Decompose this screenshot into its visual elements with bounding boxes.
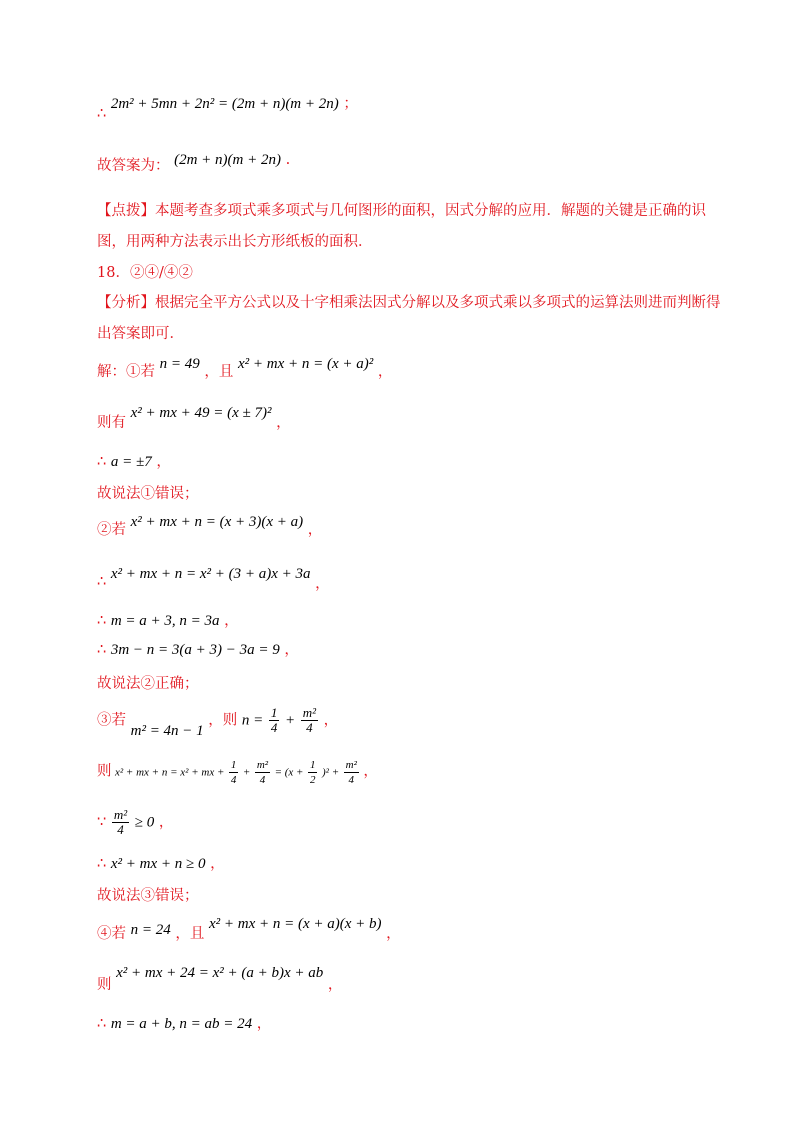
text-segment: ，则 xyxy=(208,712,238,729)
math-expression: 3m − n = 3(a + 3) − 3a = 9 xyxy=(110,642,280,658)
solution-line-15 xyxy=(97,916,401,942)
therefore-symbol: ∴ xyxy=(97,642,107,658)
math-expression: )² + xyxy=(321,766,340,779)
therefore-symbol: ∴ xyxy=(97,454,107,470)
solution-line-10 xyxy=(97,705,339,739)
solution-line-6 xyxy=(97,566,330,592)
analysis-text: 根据完全平方公式以及十字相乘法因式分解以及多项式乘以多项式的运算法则进而判断得出答案即可． xyxy=(97,295,721,342)
therefore-symbol: ∴ xyxy=(97,613,107,629)
math-expression: x² + mx + n ≥ 0 xyxy=(110,856,206,872)
math-expression: x² + mx + n = x² + mx + xyxy=(115,766,225,779)
analysis-paragraph xyxy=(97,288,727,350)
punctuation: ； xyxy=(343,96,358,112)
math-expression: x² + mx + 49 = (x ± 7)² xyxy=(130,405,272,421)
fraction: $\frac{\text{m²}}{4}$ xyxy=(345,759,357,786)
punctuation: ， xyxy=(284,642,299,658)
line-1 xyxy=(97,96,358,122)
math-expression: m² = 4n − 1 xyxy=(130,722,204,739)
therefore-symbol: ∴ xyxy=(97,574,107,590)
text-segment: 则 xyxy=(97,763,112,780)
fraction: $\frac{1}{2}$ xyxy=(309,759,316,786)
answer-math: (2m + n)(m + 2n) xyxy=(174,152,281,168)
punctuation: . xyxy=(285,152,291,168)
punctuation: ， xyxy=(327,977,343,993)
punctuation: ， xyxy=(256,1016,272,1032)
solution-line-7 xyxy=(97,614,239,629)
math-expression: x² + mx + n = (x + a)(x + b) xyxy=(208,916,382,932)
tip-paragraph xyxy=(97,196,727,258)
answer-line xyxy=(97,152,291,174)
text-segment: ，且 xyxy=(175,926,205,942)
fraction: $\frac{\text{m²}}{4}$ xyxy=(113,807,128,837)
tip-label: 【点拨】 xyxy=(97,203,155,219)
solution-line-12 xyxy=(97,808,173,837)
math-expression: x² + mx + n = (x + a)² xyxy=(237,356,374,372)
solution-line-2 xyxy=(97,405,291,431)
fraction: $\frac{1}{4}$ xyxy=(230,759,237,786)
solution-line-11 xyxy=(97,758,378,787)
therefore-symbol: ∴ xyxy=(97,1016,107,1032)
solution-line-8 xyxy=(97,643,299,658)
solution-line-17 xyxy=(97,1017,271,1032)
fraction: $\frac{\text{m²}}{4}$ xyxy=(256,759,269,786)
math-expression: 2m² + 5mn + 2n² = (2m + n)(m + 2n) xyxy=(110,96,339,112)
conclusion-3: 故说法③错误； xyxy=(97,888,199,904)
therefore-symbol: ∴ xyxy=(97,106,107,122)
solution-line-3 xyxy=(97,455,171,470)
text-segment: ③若 xyxy=(97,712,126,729)
punctuation: ， xyxy=(377,364,393,380)
punctuation: ， xyxy=(224,613,239,629)
text-segment: ④若 xyxy=(97,926,126,942)
punctuation: ， xyxy=(276,415,291,431)
math-expression: n = xyxy=(241,712,264,729)
fraction: $\frac{\text{m²}}{4}$ xyxy=(302,705,317,735)
math-expression: ≥ 0 xyxy=(134,814,155,831)
math-operator: + xyxy=(285,712,296,729)
punctuation: ， xyxy=(363,763,378,780)
text-segment: 则 xyxy=(97,977,112,993)
math-expression: n = 24 xyxy=(130,922,171,938)
math-expression: m = a + b, n = ab = 24 xyxy=(110,1016,253,1032)
therefore-symbol: ∴ xyxy=(97,856,107,872)
punctuation: ， xyxy=(307,522,323,538)
math-expression: = (x + xyxy=(274,766,304,779)
conclusion-2: 故说法②正确； xyxy=(97,676,199,692)
math-expression: x² + mx + n = x² + (3 + a)x + 3a xyxy=(110,566,311,582)
math-operator: + xyxy=(242,766,251,779)
solution-line-13 xyxy=(97,857,225,872)
math-expression: m = a + 3, n = 3a xyxy=(110,613,220,629)
fraction: $\frac{1}{4}$ xyxy=(270,705,278,735)
punctuation: ， xyxy=(210,856,225,872)
math-expression: x² + mx + 24 = x² + (a + b)x + ab xyxy=(116,965,324,981)
math-expression: a = ±7 xyxy=(110,454,152,470)
punctuation: ， xyxy=(158,814,174,831)
text-segment: ，且 xyxy=(204,364,234,380)
solution-line-1 xyxy=(97,356,393,380)
punctuation: ， xyxy=(323,712,339,729)
text-segment: ②若 xyxy=(97,522,126,538)
math-expression: n = 49 xyxy=(159,356,200,372)
analysis-label: 【分析】 xyxy=(97,295,155,311)
text-segment: 则有 xyxy=(97,415,126,431)
punctuation: ， xyxy=(386,926,401,942)
question-18-answer: 18．②④/④② xyxy=(97,265,193,281)
solution-prefix: 解：①若 xyxy=(97,364,155,380)
solution-line-5 xyxy=(97,514,323,538)
math-expression: x² + mx + n = (x + 3)(x + a) xyxy=(130,514,304,530)
punctuation: ， xyxy=(156,454,171,470)
solution-line-16 xyxy=(97,965,343,993)
tip-text: 本题考查多项式乘多项式与几何图形的面积，因式分解的应用．解题的关键是正确的识图，用两种方法表示出长方形纸板的面积． xyxy=(97,203,706,250)
conclusion-1: 故说法①错误； xyxy=(97,486,199,502)
answer-label: 故答案为： xyxy=(97,158,170,174)
punctuation: ， xyxy=(315,576,330,592)
because-symbol: ∵ xyxy=(97,814,107,831)
